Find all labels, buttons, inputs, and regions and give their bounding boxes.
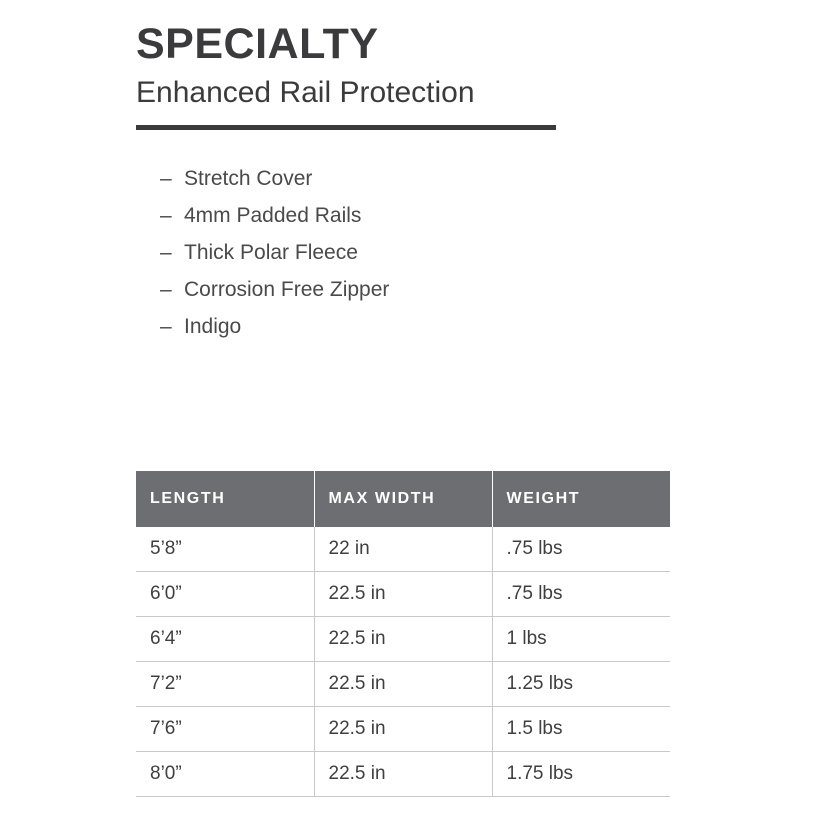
table-row — [136, 707, 670, 752]
list-item — [160, 316, 389, 337]
cell-length: 7’6” — [136, 707, 314, 752]
list-item-label: 4mm Padded Rails — [184, 204, 362, 227]
cell-weight: 1.25 lbs — [492, 662, 670, 707]
cell-weight: .75 lbs — [492, 572, 670, 617]
cell-max-width: 22.5 in — [314, 752, 492, 797]
cell-max-width: 22 in — [314, 527, 492, 572]
cell-weight: .75 lbs — [492, 527, 670, 572]
table-row — [136, 752, 670, 797]
list-item — [160, 205, 389, 226]
dash-bullet-icon: – — [160, 241, 172, 264]
table-header-row — [136, 471, 670, 527]
feature-list — [160, 168, 389, 353]
list-item-label: Corrosion Free Zipper — [184, 278, 390, 301]
spec-table-container — [136, 471, 670, 797]
title-underline-rule — [136, 125, 556, 130]
cell-length: 6’4” — [136, 617, 314, 662]
dash-bullet-icon: – — [160, 315, 172, 338]
spec-table — [136, 471, 670, 797]
cell-length: 6’0” — [136, 572, 314, 617]
spec-table-header — [136, 471, 670, 527]
dash-bullet-icon: – — [160, 204, 172, 227]
table-row — [136, 527, 670, 572]
cell-max-width: 22.5 in — [314, 617, 492, 662]
list-item — [160, 168, 389, 189]
spec-table-body — [136, 527, 670, 797]
table-row — [136, 617, 670, 662]
list-item — [160, 242, 389, 263]
table-row — [136, 572, 670, 617]
table-row — [136, 662, 670, 707]
dash-bullet-icon: – — [160, 278, 172, 301]
column-header-max-width: MAX WIDTH — [314, 471, 492, 527]
list-item-label: Stretch Cover — [184, 167, 313, 190]
cell-weight: 1 lbs — [492, 617, 670, 662]
cell-weight: 1.5 lbs — [492, 707, 670, 752]
page-subtitle: Enhanced Rail Protection — [136, 76, 475, 110]
cell-max-width: 22.5 in — [314, 662, 492, 707]
cell-max-width: 22.5 in — [314, 707, 492, 752]
list-item-label: Indigo — [184, 315, 242, 338]
page-title: SPECIALTY — [136, 20, 379, 68]
cell-length: 7’2” — [136, 662, 314, 707]
cell-weight: 1.75 lbs — [492, 752, 670, 797]
header-block — [136, 22, 696, 130]
cell-length: 8’0” — [136, 752, 314, 797]
list-item-label: Thick Polar Fleece — [184, 241, 358, 264]
cell-length: 5’8” — [136, 527, 314, 572]
list-item — [160, 279, 389, 300]
cell-max-width: 22.5 in — [314, 572, 492, 617]
dash-bullet-icon: – — [160, 167, 172, 190]
column-header-length: LENGTH — [136, 471, 314, 527]
column-header-weight: WEIGHT — [492, 471, 670, 527]
